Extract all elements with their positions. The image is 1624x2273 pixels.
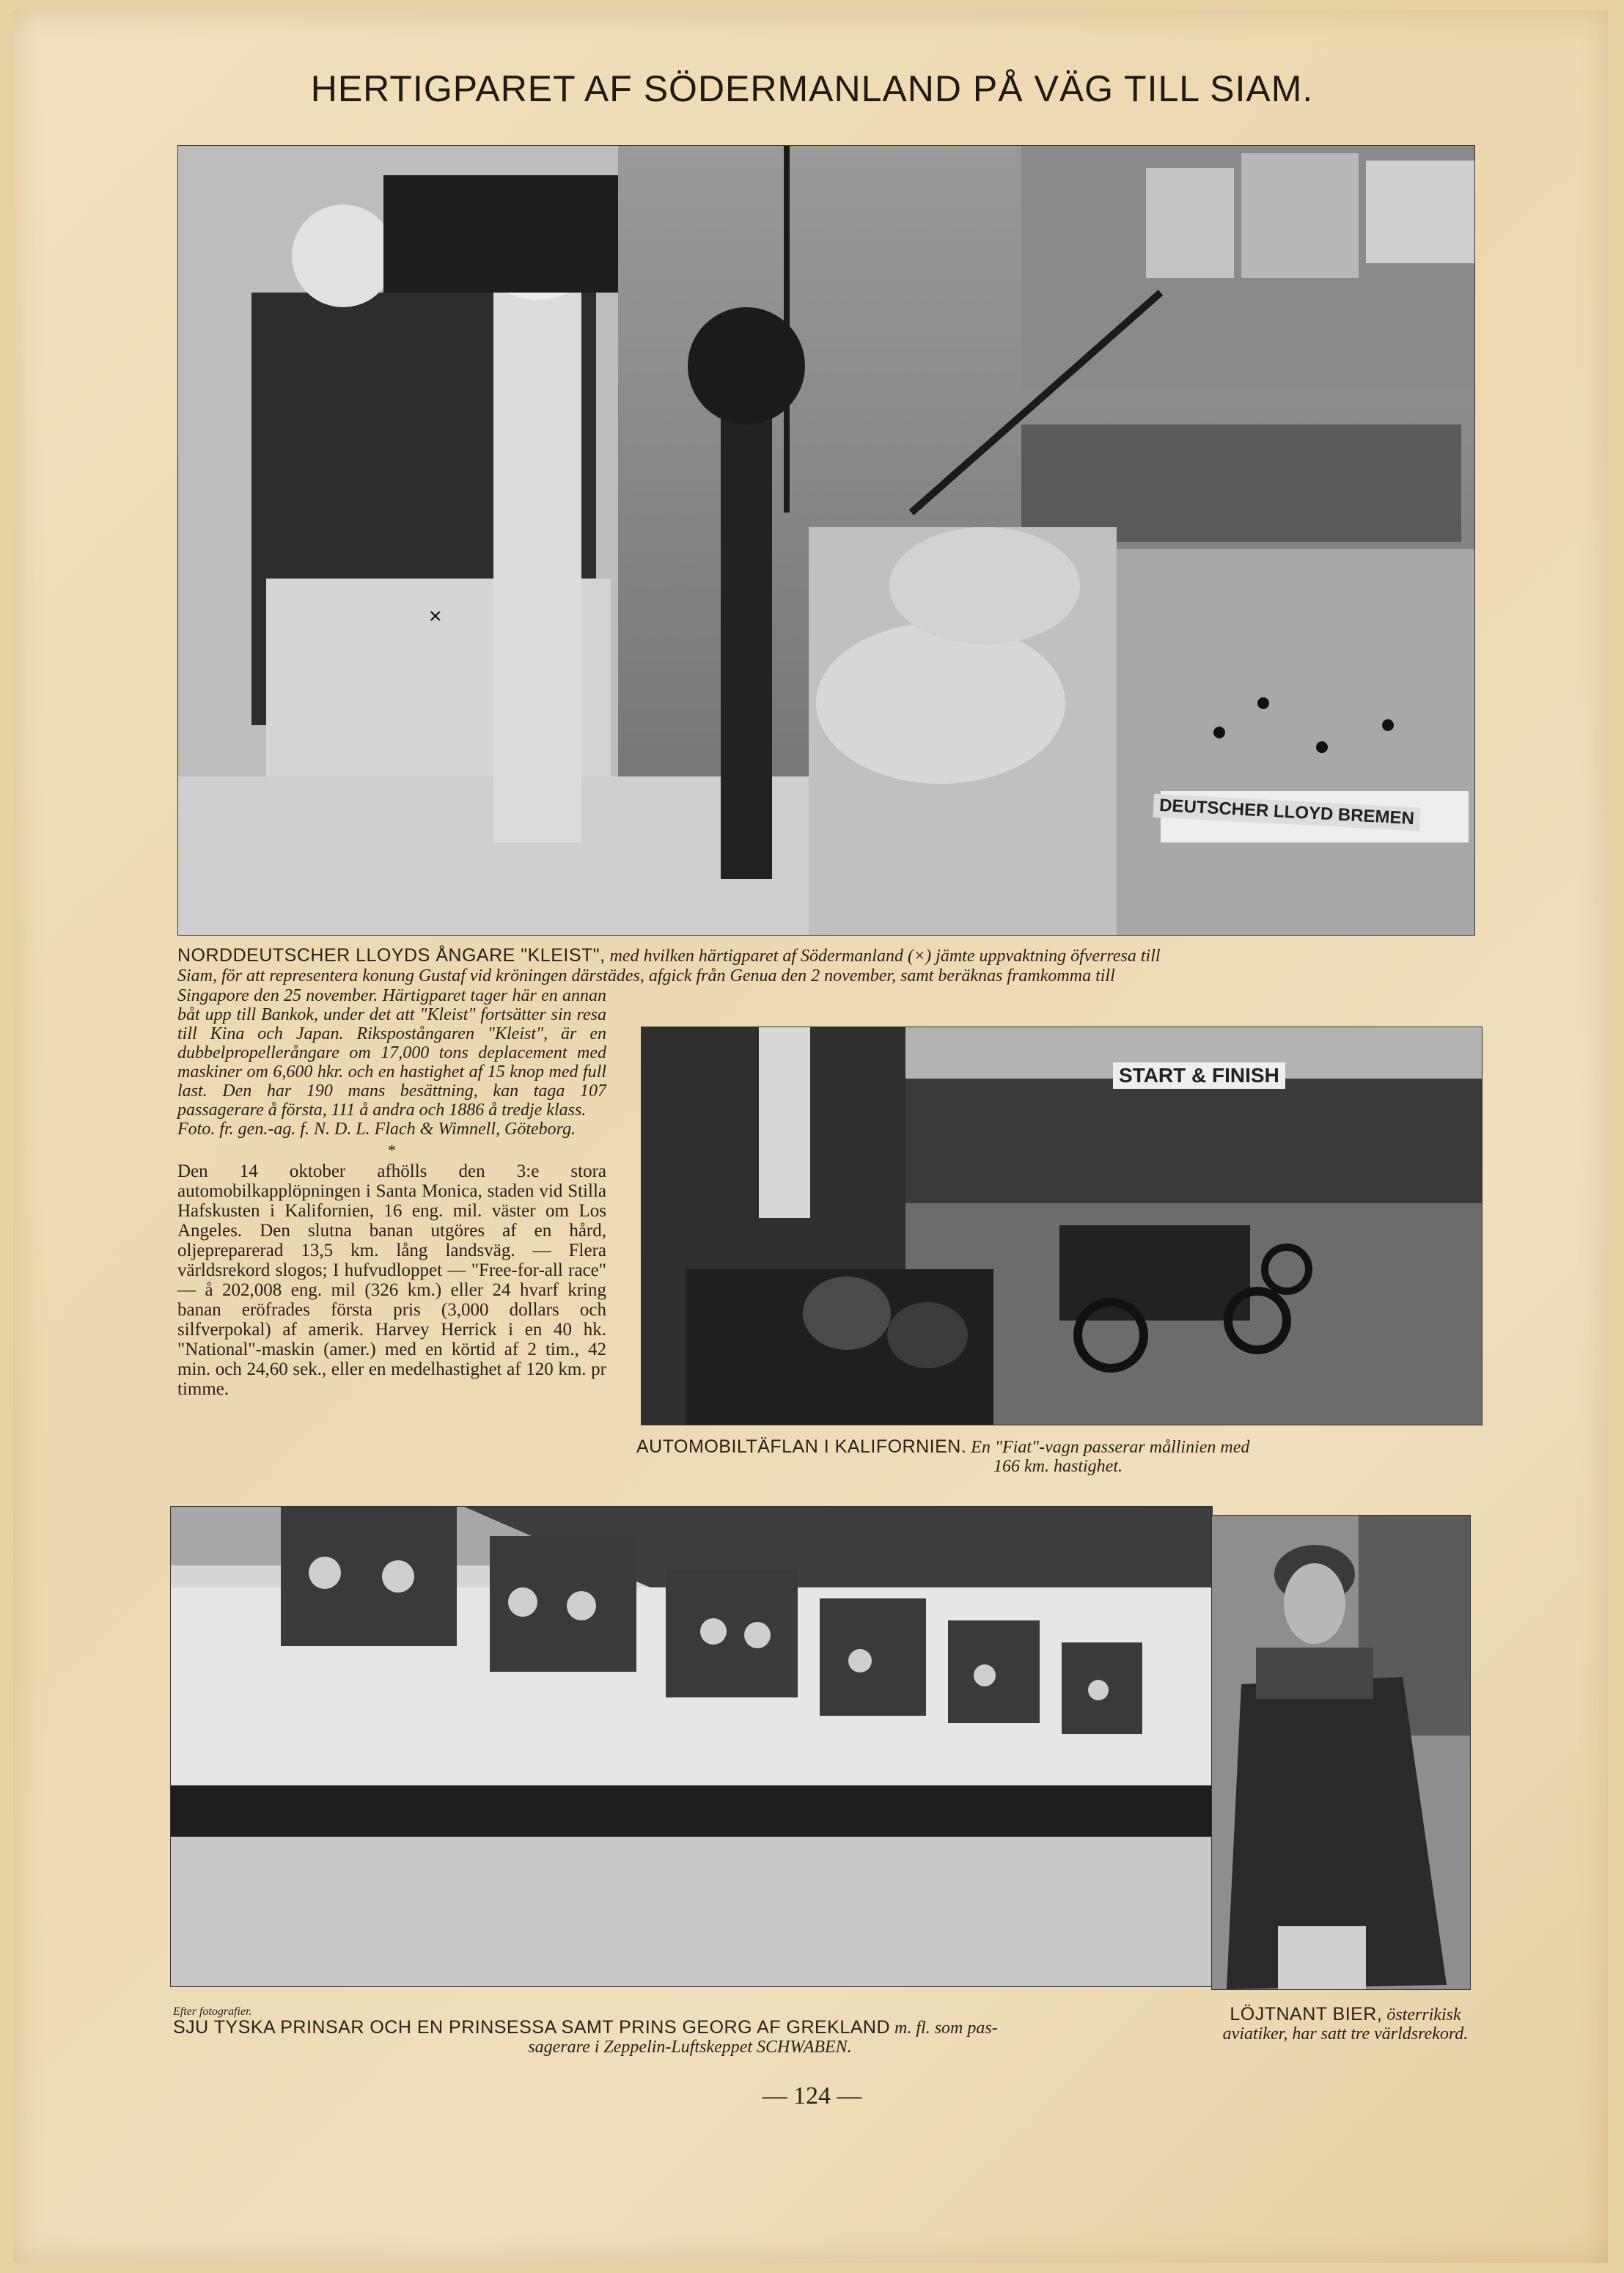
photo-california-race (641, 1027, 1482, 1425)
cross-marker: × (429, 604, 442, 628)
lloyd-sign: DEUTSCHER LLOYD BREMEN (1153, 793, 1420, 831)
caption-zeppelin-line1 (173, 2018, 1207, 2038)
caption-kleist-line1-rest: med hvilken härtigparet af Södermanland (×) jämte uppvaktning öfverresa till (609, 947, 1161, 966)
caption-bier (1217, 2005, 1474, 2044)
photo-credit-zeppelin: Efter fotografier. (173, 2005, 252, 2018)
separator-star: * (388, 1141, 396, 1159)
page-headline: HERTIGPARET AF SÖDERMANLAND PÅ VÄG TILL SIAM. (310, 68, 1314, 109)
caption-zeppelin-title: SJU TYSKA PRINSAR OCH EN PRINSESSA SAMT PRINS GEORG AF GREKLAND (173, 2017, 891, 2038)
caption-race-line1 (636, 1437, 1480, 1457)
zeppelin-illustration (171, 1507, 1212, 1986)
caption-zeppelin-line2: sagerare i Zeppelin-Luftskeppet SCHWABEN. (528, 2038, 852, 2057)
photo-credit-kleist: Foto. fr. gen.-ag. f. N. D. L. Flach & Wimnell, Göteborg. (177, 1120, 576, 1139)
photo-lieutenant-bier (1211, 1515, 1471, 1990)
race-illustration (642, 1027, 1482, 1425)
photo-steamship-kleist (177, 145, 1475, 936)
aviator-portrait (1212, 1516, 1470, 1989)
caption-race-line2: 166 km. hastighet. (993, 1457, 1123, 1476)
article-race-text: Den 14 oktober afhölls den 3:e stora automobilkapplöpningen i Santa Monica, staden vid Stilla Hafskusten i Kalifornien, 16 eng. mil. väster om Los Angeles. Den slutna banan utgöres af en hård, oljepreparerad 13,5 km. lång landsväg. — Flera världsrekord slogos; I hufvudloppet — "Free-for-all race" — å 202,008 eng. mil (326 km.) eller 24 hvarf kring banan eröfrades första pris (3,000 dollars och silfverpokal) af amerik. Harvey Herrick i en 40 hk. "National"-maskin (amer.) med en körtid af 2 tim., 42 min. och 24,60 sek., eller en medelhastighet af 120 km. pr timme. (177, 1161, 606, 1399)
caption-zeppelin-rest: m. fl. som pas- (894, 2019, 998, 2038)
caption-race-title: AUTOMOBILTÄFLAN I KALIFORNIEN. (636, 1436, 967, 1457)
left-column (177, 986, 606, 1399)
caption-race-rest: En "Fiat"-vagn passerar mållinien med (971, 1438, 1250, 1457)
photo-zeppelin-schwaben (170, 1506, 1213, 1987)
start-finish-banner: START & FINISH (1113, 1062, 1285, 1089)
caption-kleist-line2: Siam, för att representera konung Gustaf vid kröningen därstädes, afgick från Genua den 2 november, samt beräknas framkomma till (177, 966, 1115, 985)
caption-bier-title: LÖJTNANT BIER, (1230, 2004, 1383, 2024)
caption-bier-rest: österrikisk aviatiker, har satt tre världsrekord. (1222, 2005, 1469, 2044)
page-number: — 124 — (762, 2082, 862, 2109)
caption-kleist-line1 (177, 946, 1474, 966)
caption-kleist-column-text: Singapore den 25 november. Härtigparet tager här en annan båt upp till Bankok, under det att "Kleist" fortsätter sin resa till Kina och Japan. Rikspostångaren "Kleist", är en dubbelpropellerångare om 17,000 tons deplacement med maskiner om 6,600 hkr. och en hastighet af 15 knop med full last. Den har 190 mans besättning, kan taga 107 passagerare å första, 111 å andra och 1886 å tredje klass. (177, 986, 606, 1120)
caption-kleist-title: NORDDEUTSCHER LLOYDS ÅNGARE "KLEIST", (177, 945, 606, 966)
